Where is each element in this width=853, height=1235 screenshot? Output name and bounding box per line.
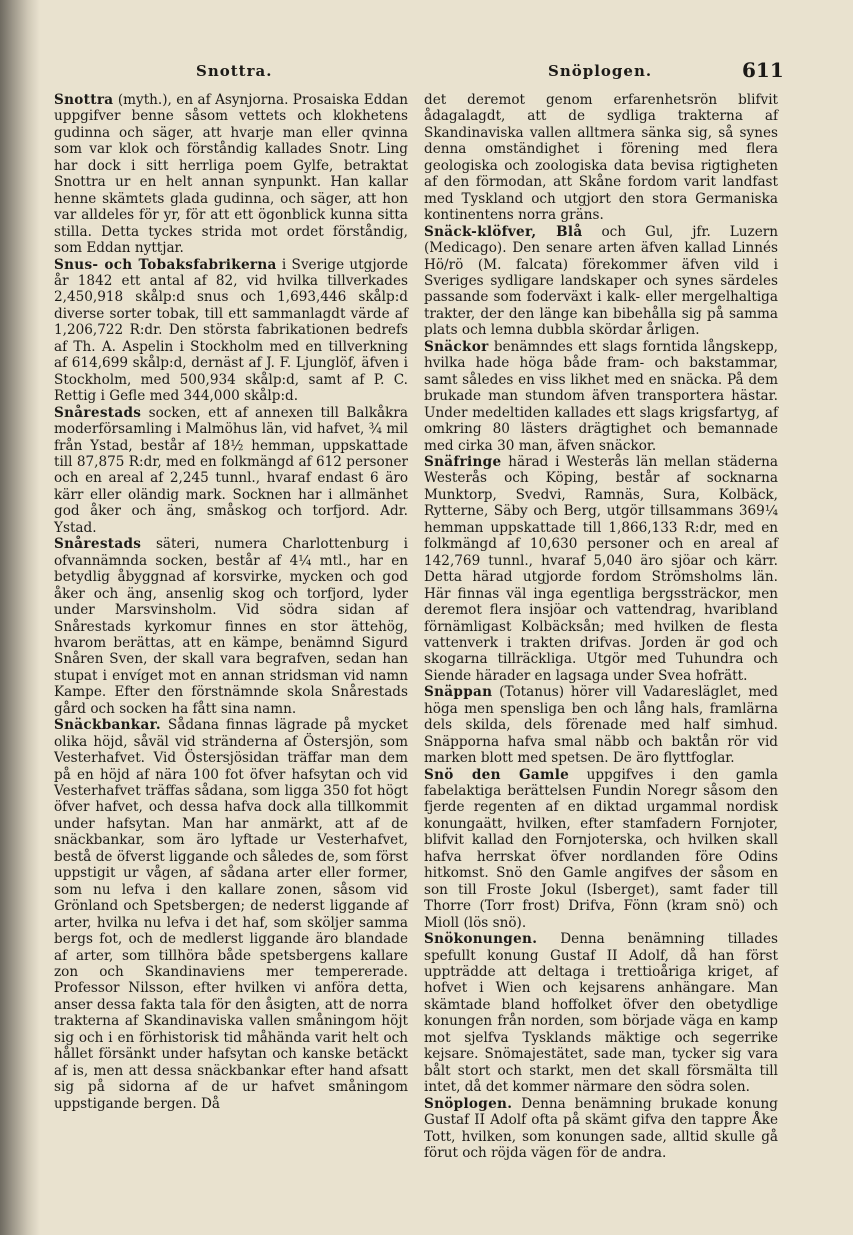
entry-snokonungen	[424, 931, 778, 1096]
page-header	[52, 58, 784, 82]
entry-text: benämndes ett slags forntida långskepp, hvilka hade höga både fram- och bakstammar, samt således en viss likhet med en snäcka. På dem brukade man stundom äfven transportera hästar. Under medeltiden kallades ett slags krigsfartyg, af omkring 80 lästers drägtighet och bemannade med cirka 30 man, äfven snäckor.	[424, 338, 778, 454]
entry-text: Denna benämning tillades spefullt konung Gustaf II Adolf, då han först uppträdde att deltaga i trettioåriga kriget, af hofvet i Wien och kejsarens anhängare. Man skämtade bland hoffolket öfver den obetydlige konungen från norden, som började väga en kamp mot sjelfva Tysklands mäktige och segerrike kejsare. Snömajestätet, sade man, tycker sig vara bålt stort och starkt, men det skall försmälta till intet, då det kommer närmare den södra solen.	[424, 931, 778, 1096]
entry-snarestads-socken	[54, 405, 408, 537]
entry-snafringe	[424, 454, 778, 684]
entry-snoplogen	[424, 1096, 778, 1162]
entry-continuation	[424, 92, 778, 224]
entry-headword: Snäck-klöfver, Blå	[424, 223, 583, 240]
entry-text: (Totanus) hörer vill Vadaresläglet, med höga men spensliga ben och lång hals, framlärna dels skilda, dels förenade med half simhud. Snäpporna hafva smal näbb och baktån rör vid marken blott med spetsen. De äro flyttfoglar.	[424, 684, 778, 767]
entry-headword: Snäppan	[424, 684, 493, 701]
right-column	[424, 92, 778, 1161]
entry-sno-den-gamle	[424, 767, 778, 932]
entry-text: härad i Westerås län mellan städerna Westerås och Köping, består af socknarna Munktorp, Svedvi, Ramnäs, Sura, Kolbäck, Rytterne, Säby och Berg, utgör tillsammans 369¼ hemman uppskattade till 1,866,133 R:dr, med en folkmängd af 10,630 personer och en areal af 142,769 tunnl., hvaraf 5,040 äro sjöar och kärr. Detta härad utgjorde fordom Strömsholms län. Här finnas väl inga egentliga bergssträckor, men deremot flera insjöar och vattendrag, hvaribland förnämligast Kolbäcksån; med hvilken de flesta vattenverk i trakten drifvas. Jorden är god och skogarna tillräckliga. Utgör med Tuhundra och Siende härader en lagsaga under Svea hofrätt.	[424, 453, 778, 684]
entry-headword: Snäckor	[424, 338, 489, 355]
entry-headword: Snö den Gamle	[424, 766, 570, 783]
page-gutter-shadow	[0, 0, 40, 1235]
entry-text: socken, ett af annexen till Balkåkra moderförsamling i Malmöhus län, vid hafvet, ¾ mil från Ystad, består af 18½ hemman, uppskattade till 87,875 R:dr, med en folkmängd af 612 personer och en areal af 2,245 tunnl., hvaraf endast 6 äro kärr eller oländig mark. Socknen har i allmänhet god åker och äng, småskog och torfjord. Adr. Ystad.	[54, 404, 408, 536]
entry-text: Denna benämning brukade konung Gustaf II Adolf ofta på skämt gifva den tappre Åke Tott, hvilken, som konungen sade, alltid skulle gå förut och röjda vägen för de andra.	[424, 1095, 778, 1161]
running-head-right: Snöplogen.	[548, 62, 653, 80]
entry-snackbankar	[54, 717, 408, 1112]
entry-snappan	[424, 684, 778, 766]
entry-snottra	[54, 92, 408, 257]
page-number: 611	[742, 58, 784, 82]
entry-headword: Snökonungen.	[424, 931, 538, 948]
left-column	[54, 92, 408, 1112]
entry-headword: Snårestads	[54, 404, 142, 421]
entry-headword: Snårestads	[54, 536, 142, 553]
entry-text: (myth.), en af Asynjorna. Prosaiska Eddan uppgifver benne såsom vettets och klokhetens gudinna och säger, att hvarje man eller qvinna som var klok och förståndig kallades Snotr. Ling har dock i sitt herrliga poem Gylfe, betraktat Snottra ur en helt annan synpunkt. Han kallar henne skämtets glada gudinna, och säger, att hon var alldeles för yr, för att ett ögonblick kunna sitta stilla. Detta tyckes strida mot ordet förståndig, som Eddan nyttjar.	[54, 92, 408, 257]
entry-headword: Snäfringe	[424, 453, 502, 470]
entry-text: säteri, numera Charlottenburg i ofvannämnda socken, består af 4¼ mtl., har en betydlig åbyggnad af korsvirke, mycken och god åker och äng, ansenlig skog och torfjord, lyder under Marsvinsholm. Vid södra sidan af Snårestads kyrkomur finnes en stor ättehög, hvarom berättas, att en kämpe, benämnd Sigurd Snåren Sven, der skall vara begrafven, sedan han stupat i envíget mot en annan stridsman vid namn Kampe. Efter den förstnämnde skola Snårestads gård och socken ha fått sina namn.	[54, 536, 408, 717]
entry-headword: Snäckbankar.	[54, 717, 161, 734]
entry-snackor	[424, 339, 778, 454]
entry-headword: Snöplogen.	[424, 1095, 513, 1112]
entry-text: det deremot genom erfarenhetsrön blifvit ådagalagdt, att de sydliga trakterna af Skandinaviska vallen alltmera sänka sig, så synes denna omständighet i förening med flera geologiska och zoologiska data bevisa rigtigheten af den förmodan, att Skåne fordom varit landfast med Tyskland och utgjort den stora Germaniska kontinentens norra gräns.	[424, 92, 778, 224]
entry-text: Sådana finnas lägrade på mycket olika höjd, såväl vid stränderna af Östersjön, som Vesterhafvet. Vid Östersjösidan träffar man dem på en höjd af nära 100 fot öfver hafsytan och vid Vesterhafvet träffas sådana, som ligga 350 fot högt öfver hafvet, och dessa hafva dock alla tillkommit under hafsytan. Man har anmärkt, att af de snäckbankar, som äro lyftade ur Vesterhafvet, bestå de öfverst liggande och således de, som först uppstigit ur vågen, af sådana arter eller former, som nu lefva i den kallare zonen, såsom vid Grönland och Spetsbergen; de nederst liggande af arter, hvilka nu lefva i det haf, som sköljer samma bergs fot, och de medlerst liggande äro blandade af arter, som tillhöra både spetsbergens kallare zon och Skandinaviens mer tempererade. Professor Nilsson, efter hvilken vi anföra detta, anser dessa fakta tala för den åsigten, att de norra trakterna af Skandinaviska vallen småningom höjt sig och i en förhistorisk tid måhända varit helt och hållet försänkt under hafsytan och kanske betäckt af is, men att dessa snäckbankar efter hand afsatt sig på sidorna af de ur hafvet småningom uppstigande bergen. Då	[54, 717, 408, 1112]
entry-snus-och-tobaksfabrikerna	[54, 257, 408, 405]
running-head-left: Snottra.	[196, 62, 273, 80]
entry-headword: Snottra	[54, 92, 114, 108]
entry-snack-klofver	[424, 224, 778, 339]
entry-text: uppgifves i den gamla fabelaktiga berättelsen Fundin Noregr såsom den fjerde regenten af en diktad urgammal nordisk konungaätt, hvilken, efter stamfadern Fornjoter, blifvit kallad den Fornjoterska, och hvilken skall hafva herrskat öfver nordlanden före Odins hitkomst. Snö den Gamle angifves der såsom en son till Froste Jokul (Isberget), samt fader till Thorre (Torr frost) Drifva, Fönn (kram snö) och Mioll (lös snö).	[424, 766, 778, 931]
entry-text: i Sverige utgjorde år 1842 ett antal af 82, vid hvilka tillverkades 2,450,918 skålp:d snus och 1,693,446 skålp:d diverse sorter tobak, till ett sammanlagdt värde af 1,206,722 R:dr. Den största fabrikationen bedrefs af Th. A. Aspelin i Stockholm med en tillverkning af 614,699 skålp:d, dernäst af J. F. Ljunglöf, äfven i Stockholm, med 500,934 skålp:d, samt af P. C. Rettig i Gefle med 344,000 skålp:d.	[54, 256, 408, 405]
entry-snarestads-sateri	[54, 536, 408, 717]
entry-text: och Gul, jfr. Luzern (Medicago). Den senare arten äfven kallad Linnés Hö/rö (M. falcata) förekommer äfven vild i Sveriges sydligare landskaper och synes särdeles passande som foderväxt i kalk- eller mergelhaltiga trakter, der den länge kan bibehålla sig på samma plats och lemna dubbla skördar årligen.	[424, 223, 778, 339]
entry-headword: Snus- och Tobaksfabrikerna	[54, 256, 277, 273]
